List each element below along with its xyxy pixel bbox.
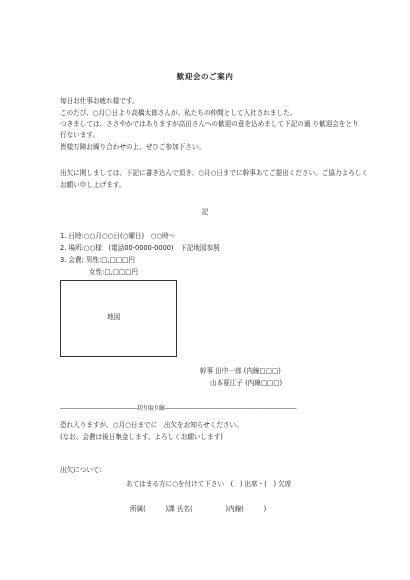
ki-heading: 記 [201, 208, 209, 216]
body-line-4: 皆様万障お繰り合わせの上、ぜひご参加下さい。 [60, 143, 206, 151]
rsvp-heading: 出欠について: [60, 466, 102, 474]
notice-line-1: 恐れ入りますが、○月○日までに 出欠をお知らせください。 [60, 421, 243, 429]
map-box [60, 280, 177, 357]
body-line-6: お願い申し上げます。 [60, 181, 126, 189]
notice-line-2: (なお、会費は後日集金します。よろしくお願いします) [60, 433, 223, 441]
map-label: 地図 [107, 313, 121, 321]
document-title: 歓迎会のご案内 [176, 72, 234, 81]
organizer-line-1: 幹事 田中一郎 (内線□□□) [200, 367, 281, 375]
body-line-1: このたび、○月〇日より高橋太郎さんが、私たちの仲間として入社されました。 [60, 109, 297, 117]
organizer-line-2: 山本夏江子 (内線□□□) [210, 379, 283, 387]
detail-fee-male: 3. 会費: 男性:□,□□□円 [60, 256, 135, 264]
detail-date: 1. 日時:○○月○○日(○曜日) ○○時～ [60, 232, 176, 240]
detail-place: 2. 場所:○○様 (電話00-0000-0000) 下記地図参照 [60, 244, 220, 252]
cut-line: ――――――――――――――切り取り線―――――――――――――――――――――――― [60, 405, 296, 412]
rsvp-form: 所属( )課 氏名( )内線( ) [130, 505, 267, 513]
body-line-3: 行ないます。 [60, 131, 100, 139]
body-line-2: つきましては、ささやかではありますが高田さんへの歓迎の意を込めまして下記の通 り歓迎会をとり [60, 120, 359, 128]
detail-fee-female: 女性:□,□□□円 [89, 268, 139, 276]
rsvp-instruction: あてはまる方に○を付けて下さい ( ) 出席・( ) 欠席 [126, 480, 292, 488]
greeting-text: 毎日お仕事お疲れ様です。 [60, 97, 139, 105]
body-line-5: 出欠に関しましては、下記に書き込んで頂き、○月○日までに幹事あてご提出ください。ご協力よろしく [60, 169, 368, 177]
